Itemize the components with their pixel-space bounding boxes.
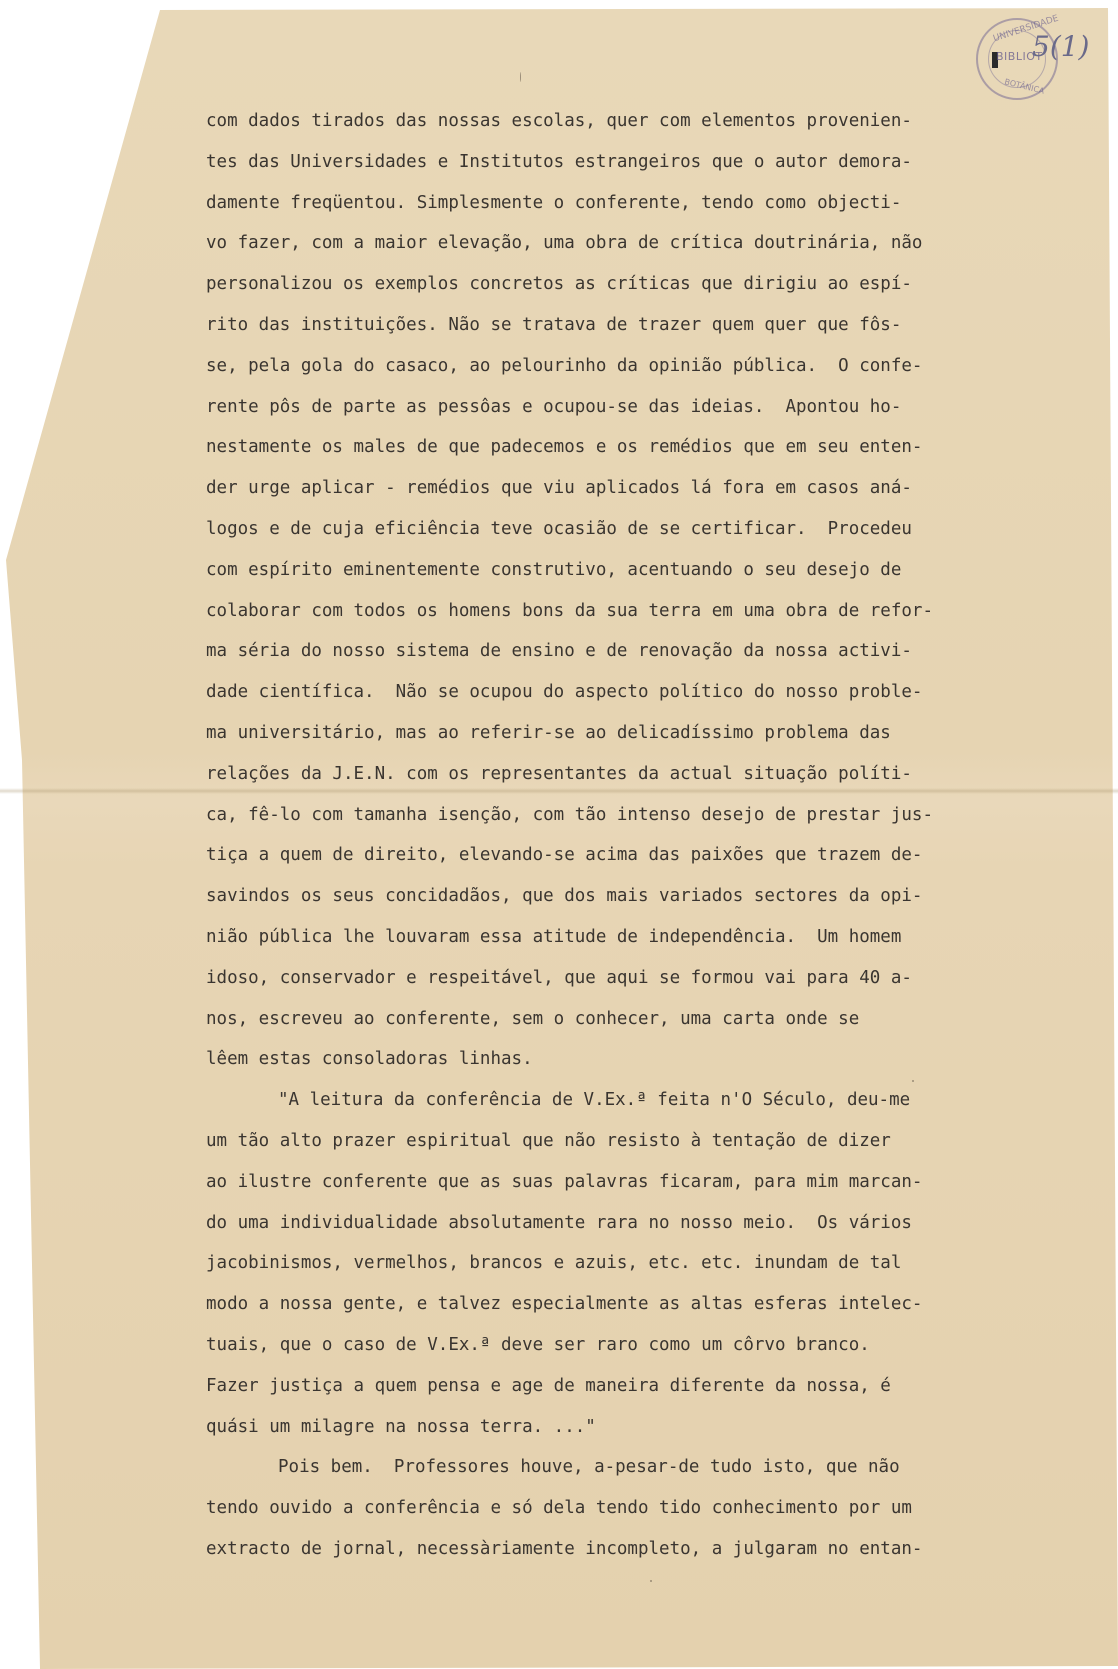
- text-line: logos e de cuja eficiência teve ocasião de se certificar. Procedeu: [206, 518, 912, 539]
- stamp-top-text: UNIVERSIDADE: [992, 13, 1060, 45]
- text-line: tes das Universidades e Institutos estrangeiros que o autor demora-: [206, 151, 912, 172]
- text-line: com dados tirados das nossas escolas, quer com elementos provenien-: [206, 111, 912, 131]
- quote-line: ao ilustre conferente que as suas palavras ficaram, para mim marcan-: [206, 1171, 923, 1192]
- typed-text-body: [206, 101, 1036, 1570]
- paper-speck: [650, 1580, 652, 1582]
- text-line: tendo ouvido a conferência e só dela tendo tido conhecimento por um: [206, 1498, 912, 1519]
- quote-line: quási um milagre na nossa terra. ...": [206, 1416, 596, 1437]
- text-line: tiça a quem de direito, elevando-se acima das paixões que trazem de-: [206, 845, 923, 866]
- quote-line: do uma individualidade absolutamente rara no nosso meio. Os vários: [206, 1212, 912, 1233]
- stamp-center-text: BIBLIOT: [996, 50, 1043, 63]
- text-line: damente freqüentou. Simplesmente o conferente, tendo como objecti-: [206, 192, 902, 213]
- text-line: extracto de jornal, necessàriamente incompleto, a julgaram no entan-: [206, 1538, 923, 1559]
- text-line: se, pela gola do casaco, ao pelourinho da opinião pública. O confe-: [206, 355, 923, 376]
- quote-line: jacobinismos, vermelhos, brancos e azuis, etc. etc. inundam de tal: [206, 1253, 902, 1274]
- text-line: lêem estas consoladoras linhas.: [206, 1049, 533, 1070]
- text-line: nião pública lhe louvaram essa atitude de independência. Um homem: [206, 926, 902, 947]
- text-line: der urge aplicar - remédios que viu aplicados lá fora em casos aná-: [206, 478, 912, 499]
- text-line: relações da J.E.N. com os representantes da actual situação políti-: [206, 763, 912, 784]
- text-line: rito das instituições. Não se tratava de trazer quem quer que fôs-: [206, 314, 902, 335]
- text-line: ma universitário, mas ao referir-se ao delicadíssimo problema das: [206, 722, 891, 743]
- text-line: nos, escreveu ao conferente, sem o conhecer, uma carta onde se: [206, 1008, 860, 1029]
- text-line: dade científica. Não se ocupou do aspecto político do nosso proble-: [206, 682, 923, 703]
- stamp-bottom-text: BOTÂNICA: [1003, 77, 1046, 96]
- text-line: idoso, conservador e respeitável, que aqui se formou vai para 40 a-: [206, 967, 912, 988]
- text-line: ma séria do nosso sistema de ensino e de renovação da nossa activi-: [206, 641, 912, 662]
- handwritten-page-number: 5(1): [1032, 30, 1090, 63]
- paragraph-3: [206, 1447, 1036, 1569]
- quote-line: Fazer justiça a quem pensa e age de maneira diferente da nossa, é: [206, 1375, 891, 1396]
- quote-line: tuais, que o caso de V.Ex.ª deve ser raro como um côrvo branco.: [206, 1334, 870, 1355]
- quote-line: um tão alto prazer espiritual que não resisto à tentação de dizer: [206, 1130, 891, 1151]
- text-line: nestamente os males de que padecemos e os remédios que em seu enten-: [206, 437, 923, 458]
- paper-speck: [520, 72, 521, 82]
- paper-speck: [912, 1080, 914, 1082]
- text-line: com espírito eminentemente construtivo, acentuando o seu desejo de: [206, 559, 902, 580]
- text-line: vo fazer, com a maior elevação, uma obra de crítica doutrinária, não: [206, 233, 923, 254]
- text-line: savindos os seus concidadãos, que dos mais variados sectores da opi-: [206, 886, 923, 907]
- text-line: Pois bem. Professores houve, a-pesar-de tudo isto, que não: [278, 1457, 900, 1478]
- paragraph-1: [206, 101, 1036, 1080]
- text-line: personalizou os exemplos concretos as críticas que dirigiu ao espí-: [206, 274, 912, 295]
- text-line: colaborar com todos os homens bons da sua terra em uma obra de refor-: [206, 600, 933, 621]
- quote-line: "A leitura da conferência de V.Ex.ª feita n'O Século, deu-me: [278, 1090, 911, 1111]
- quote-line: modo a nossa gente, e talvez especialmente as altas esferas intelec-: [206, 1294, 923, 1315]
- quoted-letter: [206, 1080, 1036, 1447]
- text-line: rente pôs de parte as pessôas e ocupou-se das ideias. Apontou ho-: [206, 396, 902, 417]
- text-line: ca, fê-lo com tamanha isenção, com tão intenso desejo de prestar jus-: [206, 804, 933, 825]
